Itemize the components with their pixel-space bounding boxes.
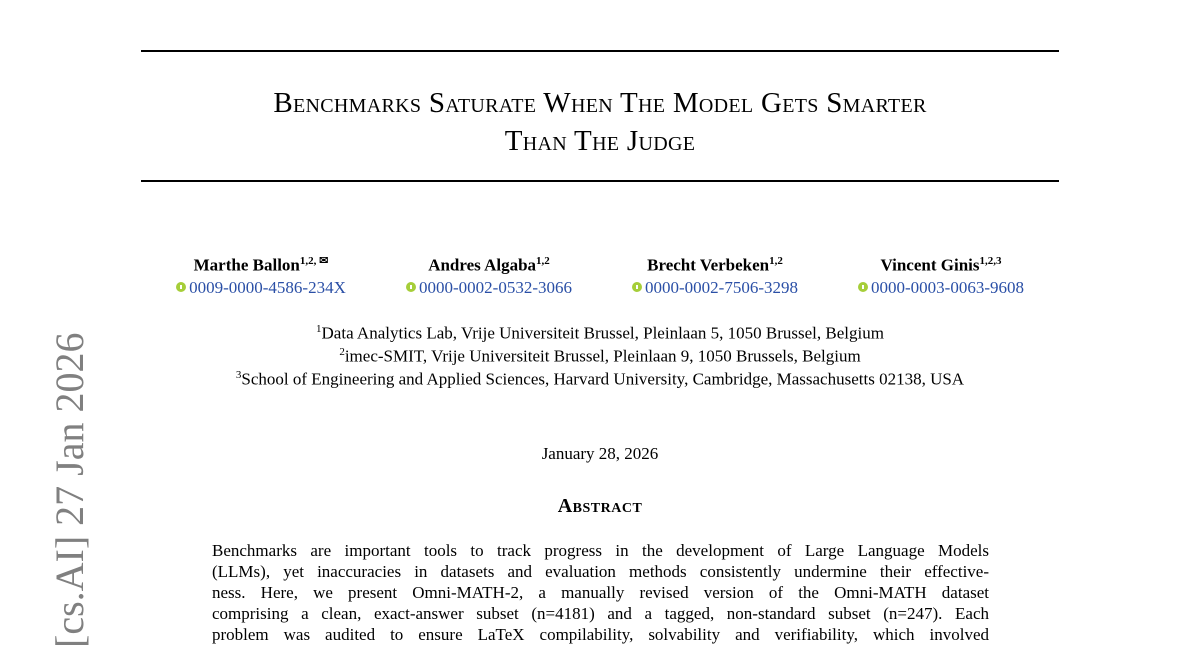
author-4 <box>831 250 1051 299</box>
orcid-link[interactable] <box>379 277 599 299</box>
orcid-id[interactable]: 0000-0003-0063-9608 <box>871 277 1024 297</box>
orcid-icon <box>858 282 868 292</box>
author-affil-marks: 1,2, ✉ <box>299 255 329 267</box>
orcid-id[interactable]: 0000-0002-7506-3298 <box>645 277 798 297</box>
orcid-link[interactable] <box>831 277 1051 299</box>
abstract-body <box>212 540 989 645</box>
affiliation-1: $^1$Data Analytics Lab, Vrije Universiteit Brussel, Pleinlaan 5, 1050 Brussel, Belgium <box>316 323 884 343</box>
orcid-icon <box>176 282 186 292</box>
bottom-rule <box>141 180 1059 182</box>
abstract-line: ness. Here, we present Omni-MATH-2, a manually revised version of the Omni-MATH dataset <box>212 583 989 602</box>
affiliation-2: $^2$imec-SMIT, Vrije Universiteit Brussel, Pleinlaan 9, 1050 Brussels, Belgium <box>339 346 861 366</box>
orcid-icon <box>632 282 642 292</box>
author-name: Brecht Verbeken <box>647 255 770 275</box>
title-line-1: Benchmarks Saturate When The Model Gets Smarter <box>273 87 927 119</box>
abstract-line: comprising a clean, exact-answer subset (n=4181) and a tagged, non-standard subset (n=247). Each <box>212 604 989 623</box>
paper-date: January 28, 2026 <box>541 444 659 463</box>
author-3 <box>605 250 825 299</box>
orcid-link[interactable] <box>605 277 825 299</box>
author-affil-marks: 1,2 <box>769 255 783 267</box>
author-affil-marks: 1,2,3 <box>979 255 1002 267</box>
arxiv-stamp: [cs.AI] 27 Jan 2026 <box>47 332 92 648</box>
author-name: Vincent Ginis <box>880 255 980 275</box>
orcid-id[interactable]: 0000-0002-0532-3066 <box>419 277 572 297</box>
abstract-line: problem was audited to ensure LaTeX compilability, solvability and verifiability, which involved <box>212 625 989 644</box>
orcid-id[interactable]: 0009-0000-4586-234X <box>189 277 346 297</box>
orcid-icon <box>406 282 416 292</box>
author-name: Marthe Ballon <box>193 255 300 275</box>
author-2 <box>379 250 599 299</box>
top-rule <box>141 50 1059 52</box>
author-affil-marks: 1,2 <box>536 255 550 267</box>
paper-title <box>141 84 1059 160</box>
abstract-heading: Abstract <box>557 495 643 517</box>
affiliation-3: $^3$School of Engineering and Applied Sciences, Harvard University, Cambridge, Massachusetts 02138, USA <box>235 369 965 389</box>
abstract-line: (LLMs), yet inaccuracies in datasets and evaluation methods consistently undermine their effective- <box>212 562 989 581</box>
title-line-2: Than The Judge <box>504 125 696 157</box>
orcid-link[interactable] <box>151 277 371 299</box>
abstract-line: Benchmarks are important tools to track progress in the development of Large Language Models <box>212 541 989 560</box>
author-name: Andres Algaba <box>428 255 537 275</box>
author-1 <box>151 250 371 299</box>
